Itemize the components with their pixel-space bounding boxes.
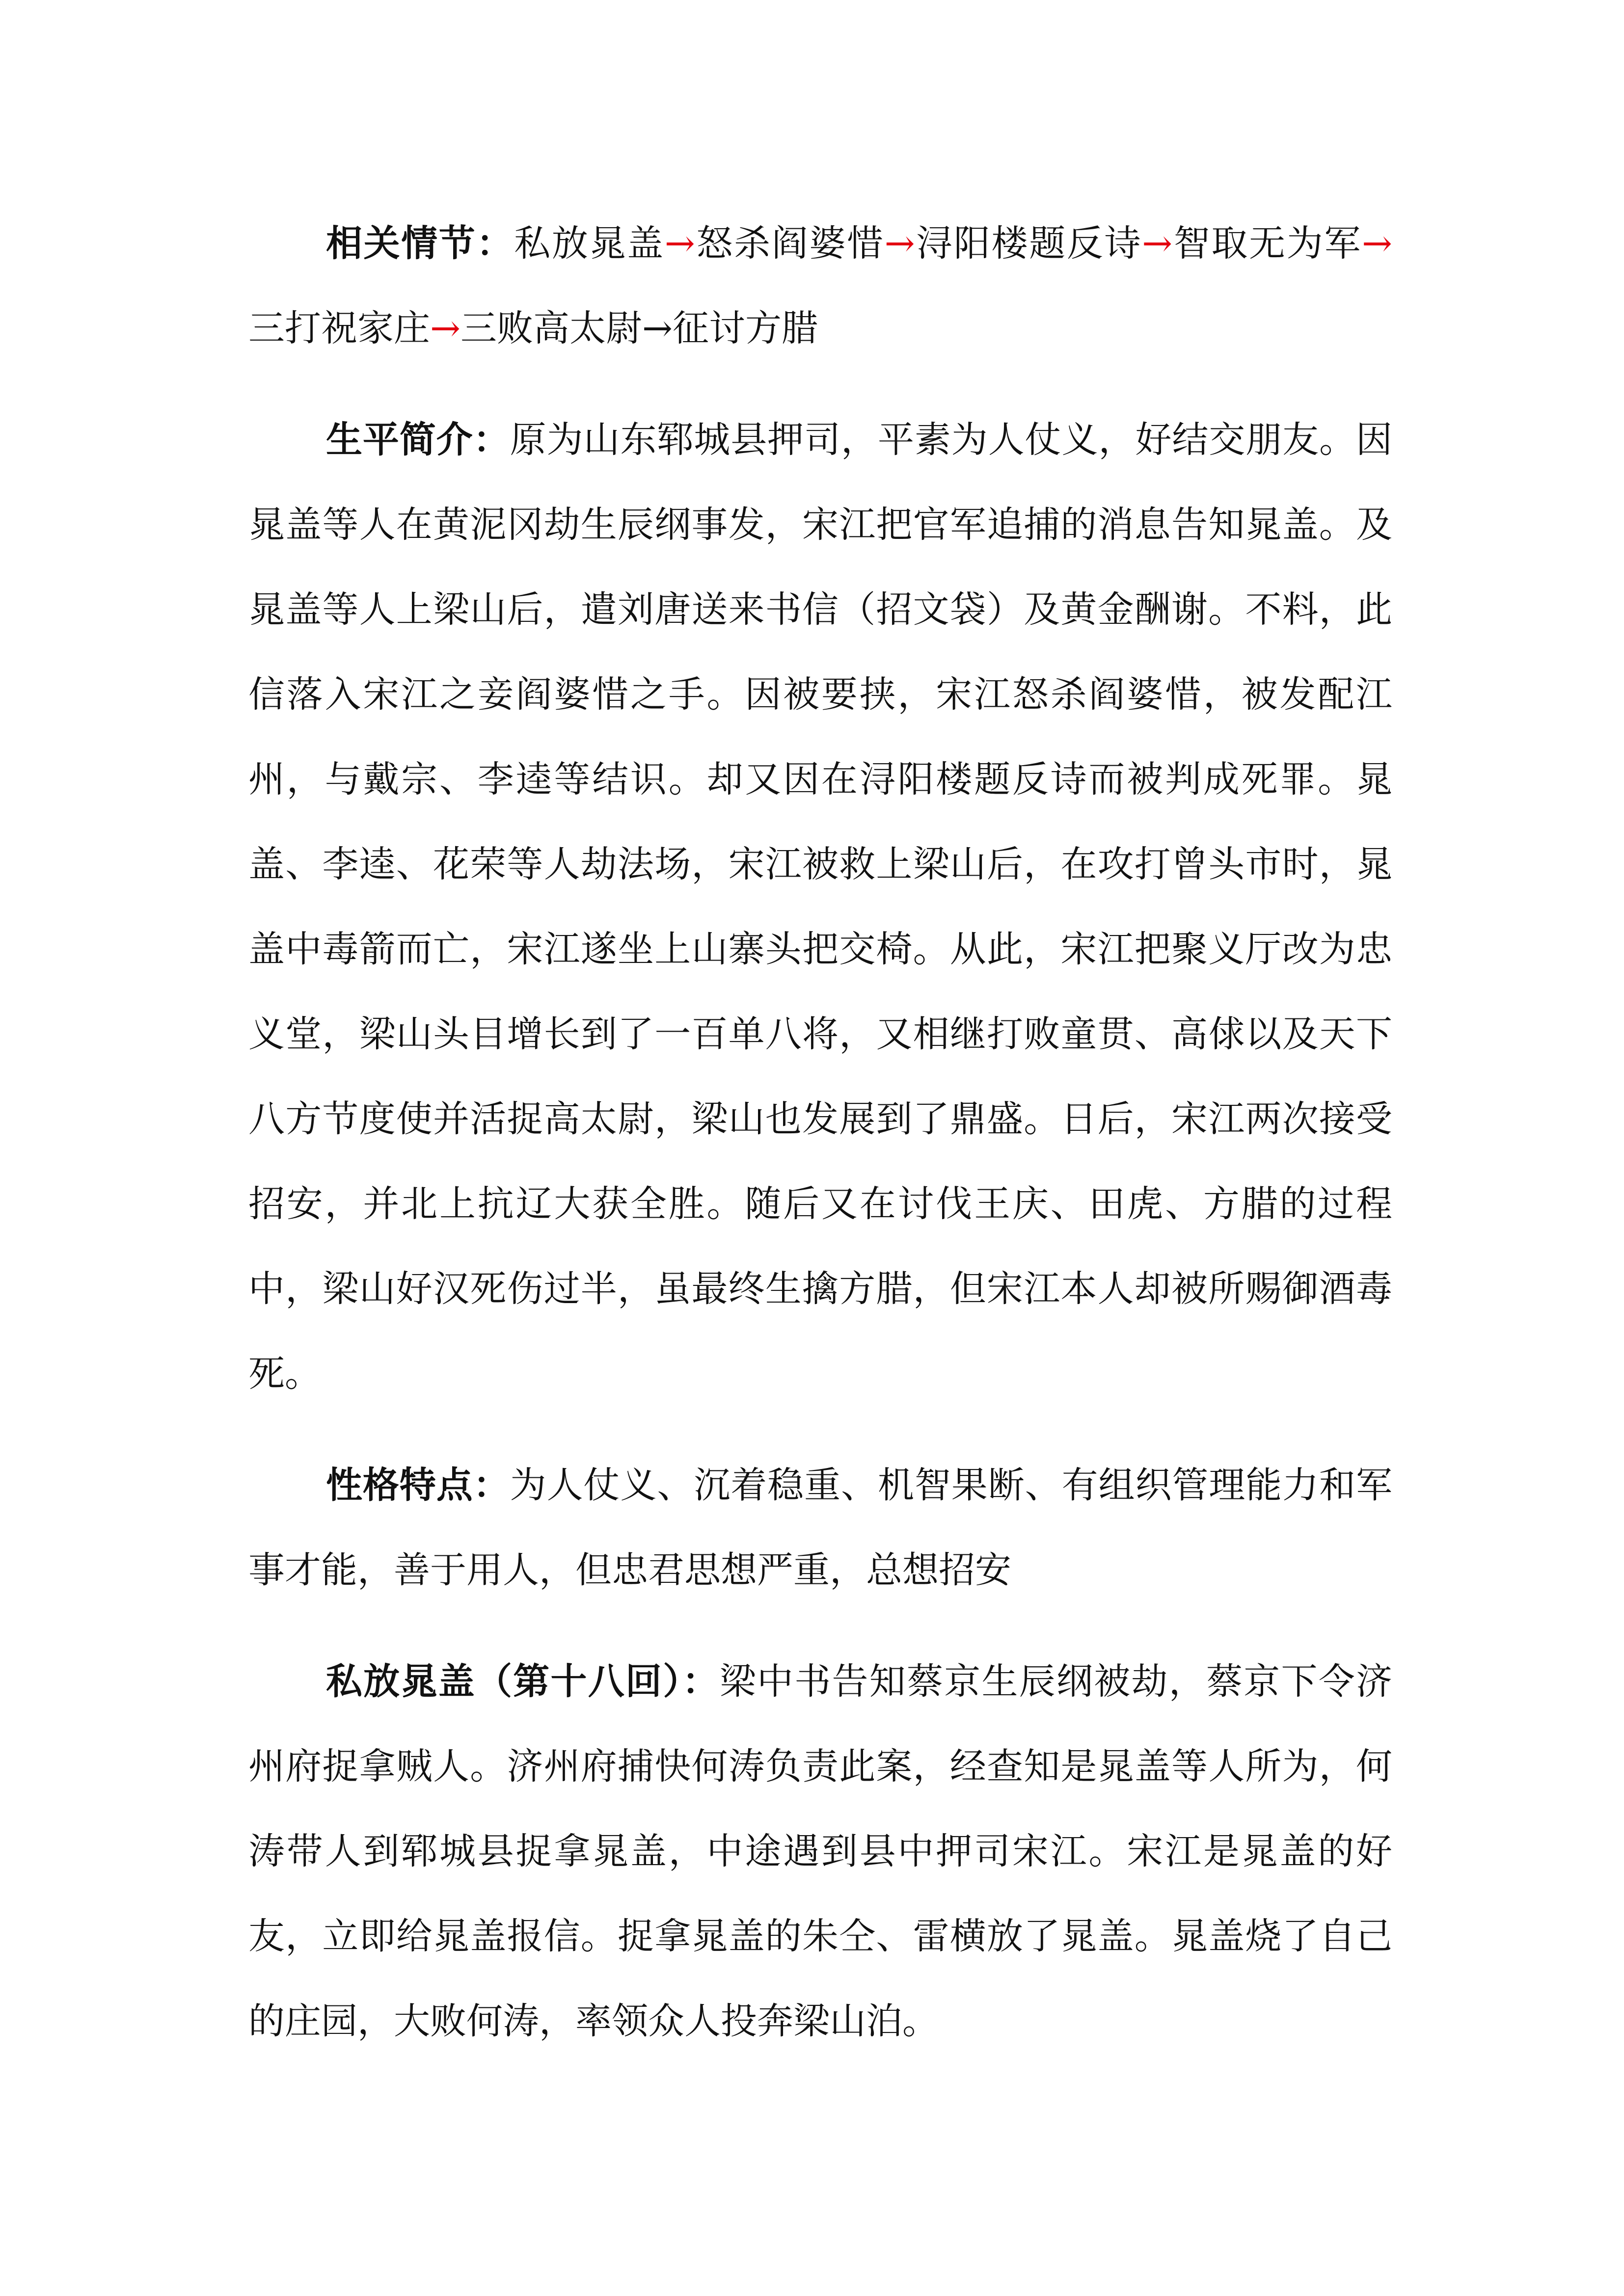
episode-paragraph xyxy=(248,1639,1392,2064)
arrow-icon: → xyxy=(430,307,461,349)
personality-paragraph xyxy=(248,1443,1392,1613)
biography-paragraph xyxy=(248,398,1392,1416)
personality-text: 为人仗义、沉着稳重、机智果断、有组织管理能力和军事才能，善于用人，但忠君思想严重，总想招安 xyxy=(248,1464,1393,1591)
plot-item: 征讨方腊 xyxy=(673,307,818,349)
episode-label: 私放晁盖（第十八回）： xyxy=(326,1660,720,1703)
arrow-icon: → xyxy=(642,307,673,349)
biography-label: 生平简介： xyxy=(326,419,510,461)
arrow-icon: → xyxy=(664,222,695,265)
related-plot-paragraph xyxy=(248,201,1392,371)
personality-label: 性格特点： xyxy=(326,1464,510,1506)
plot-item: 浔阳楼题反诗 xyxy=(915,222,1142,265)
biography-text: 原为山东郓城县押司，平素为人仗义，好结交朋友。因晁盖等人在黄泥冈劫生辰纲事发，宋江把官军追捕的消息告知晁盖。及晁盖等人上梁山后，遣刘唐送来书信（招文袋）及黄金酬谢。不料，此信落入宋江之妾阎婆惜之手。因被要挟，宋江怒杀阎婆惜，被发配江州，与戴宗、李逵等结识。却又因在浔阳楼题反诗而被判成死罪。晁盖、李逵、花荣等人劫法场，宋江被救上梁山后，在攻打曾头市时，晁盖中毒箭而亡，宋江遂坐上山寨头把交椅。从此，宋江把聚义厅改为忠义堂，梁山头目增长到了一百单八将，又相继打败童贯、高俅以及天下八方节度使并活捉高太尉，梁山也发展到了鼎盛。日后，宋江两次接受招安，并北上抗辽大获全胜。随后又在讨伐王庆、田虎、方腊的过程中，梁山好汉死伤过半，虽最终生擒方腊，但宋江本人却被所赐御酒毒死。 xyxy=(248,419,1393,1395)
related-plot-label: 相关情节： xyxy=(326,222,514,265)
arrow-icon: → xyxy=(1361,222,1392,265)
episode-text: 梁中书告知蔡京生辰纲被劫，蔡京下令济州府捉拿贼人。济州府捕快何涛负责此案，经查知是晁盖等人所为，何涛带人到郓城县捉拿晁盖，中途遇到县中押司宋江。宋江是晁盖的好友，立即给晁盖报信。捉拿晁盖的朱仝、雷横放了晁盖。晁盖烧了自己的庄园，大败何涛，率领众人投奔梁山泊。 xyxy=(248,1660,1392,2042)
plot-item: 智取无为军 xyxy=(1172,222,1362,265)
document-body xyxy=(248,201,1392,2090)
plot-item: 私放晁盖 xyxy=(514,222,665,265)
arrow-icon: → xyxy=(1142,222,1173,265)
plot-item: 怒杀阎婆惜 xyxy=(695,222,885,265)
arrow-icon: → xyxy=(884,222,915,265)
plot-item: 三败高太尉 xyxy=(460,307,643,349)
plot-item: 三打祝家庄 xyxy=(248,307,430,349)
